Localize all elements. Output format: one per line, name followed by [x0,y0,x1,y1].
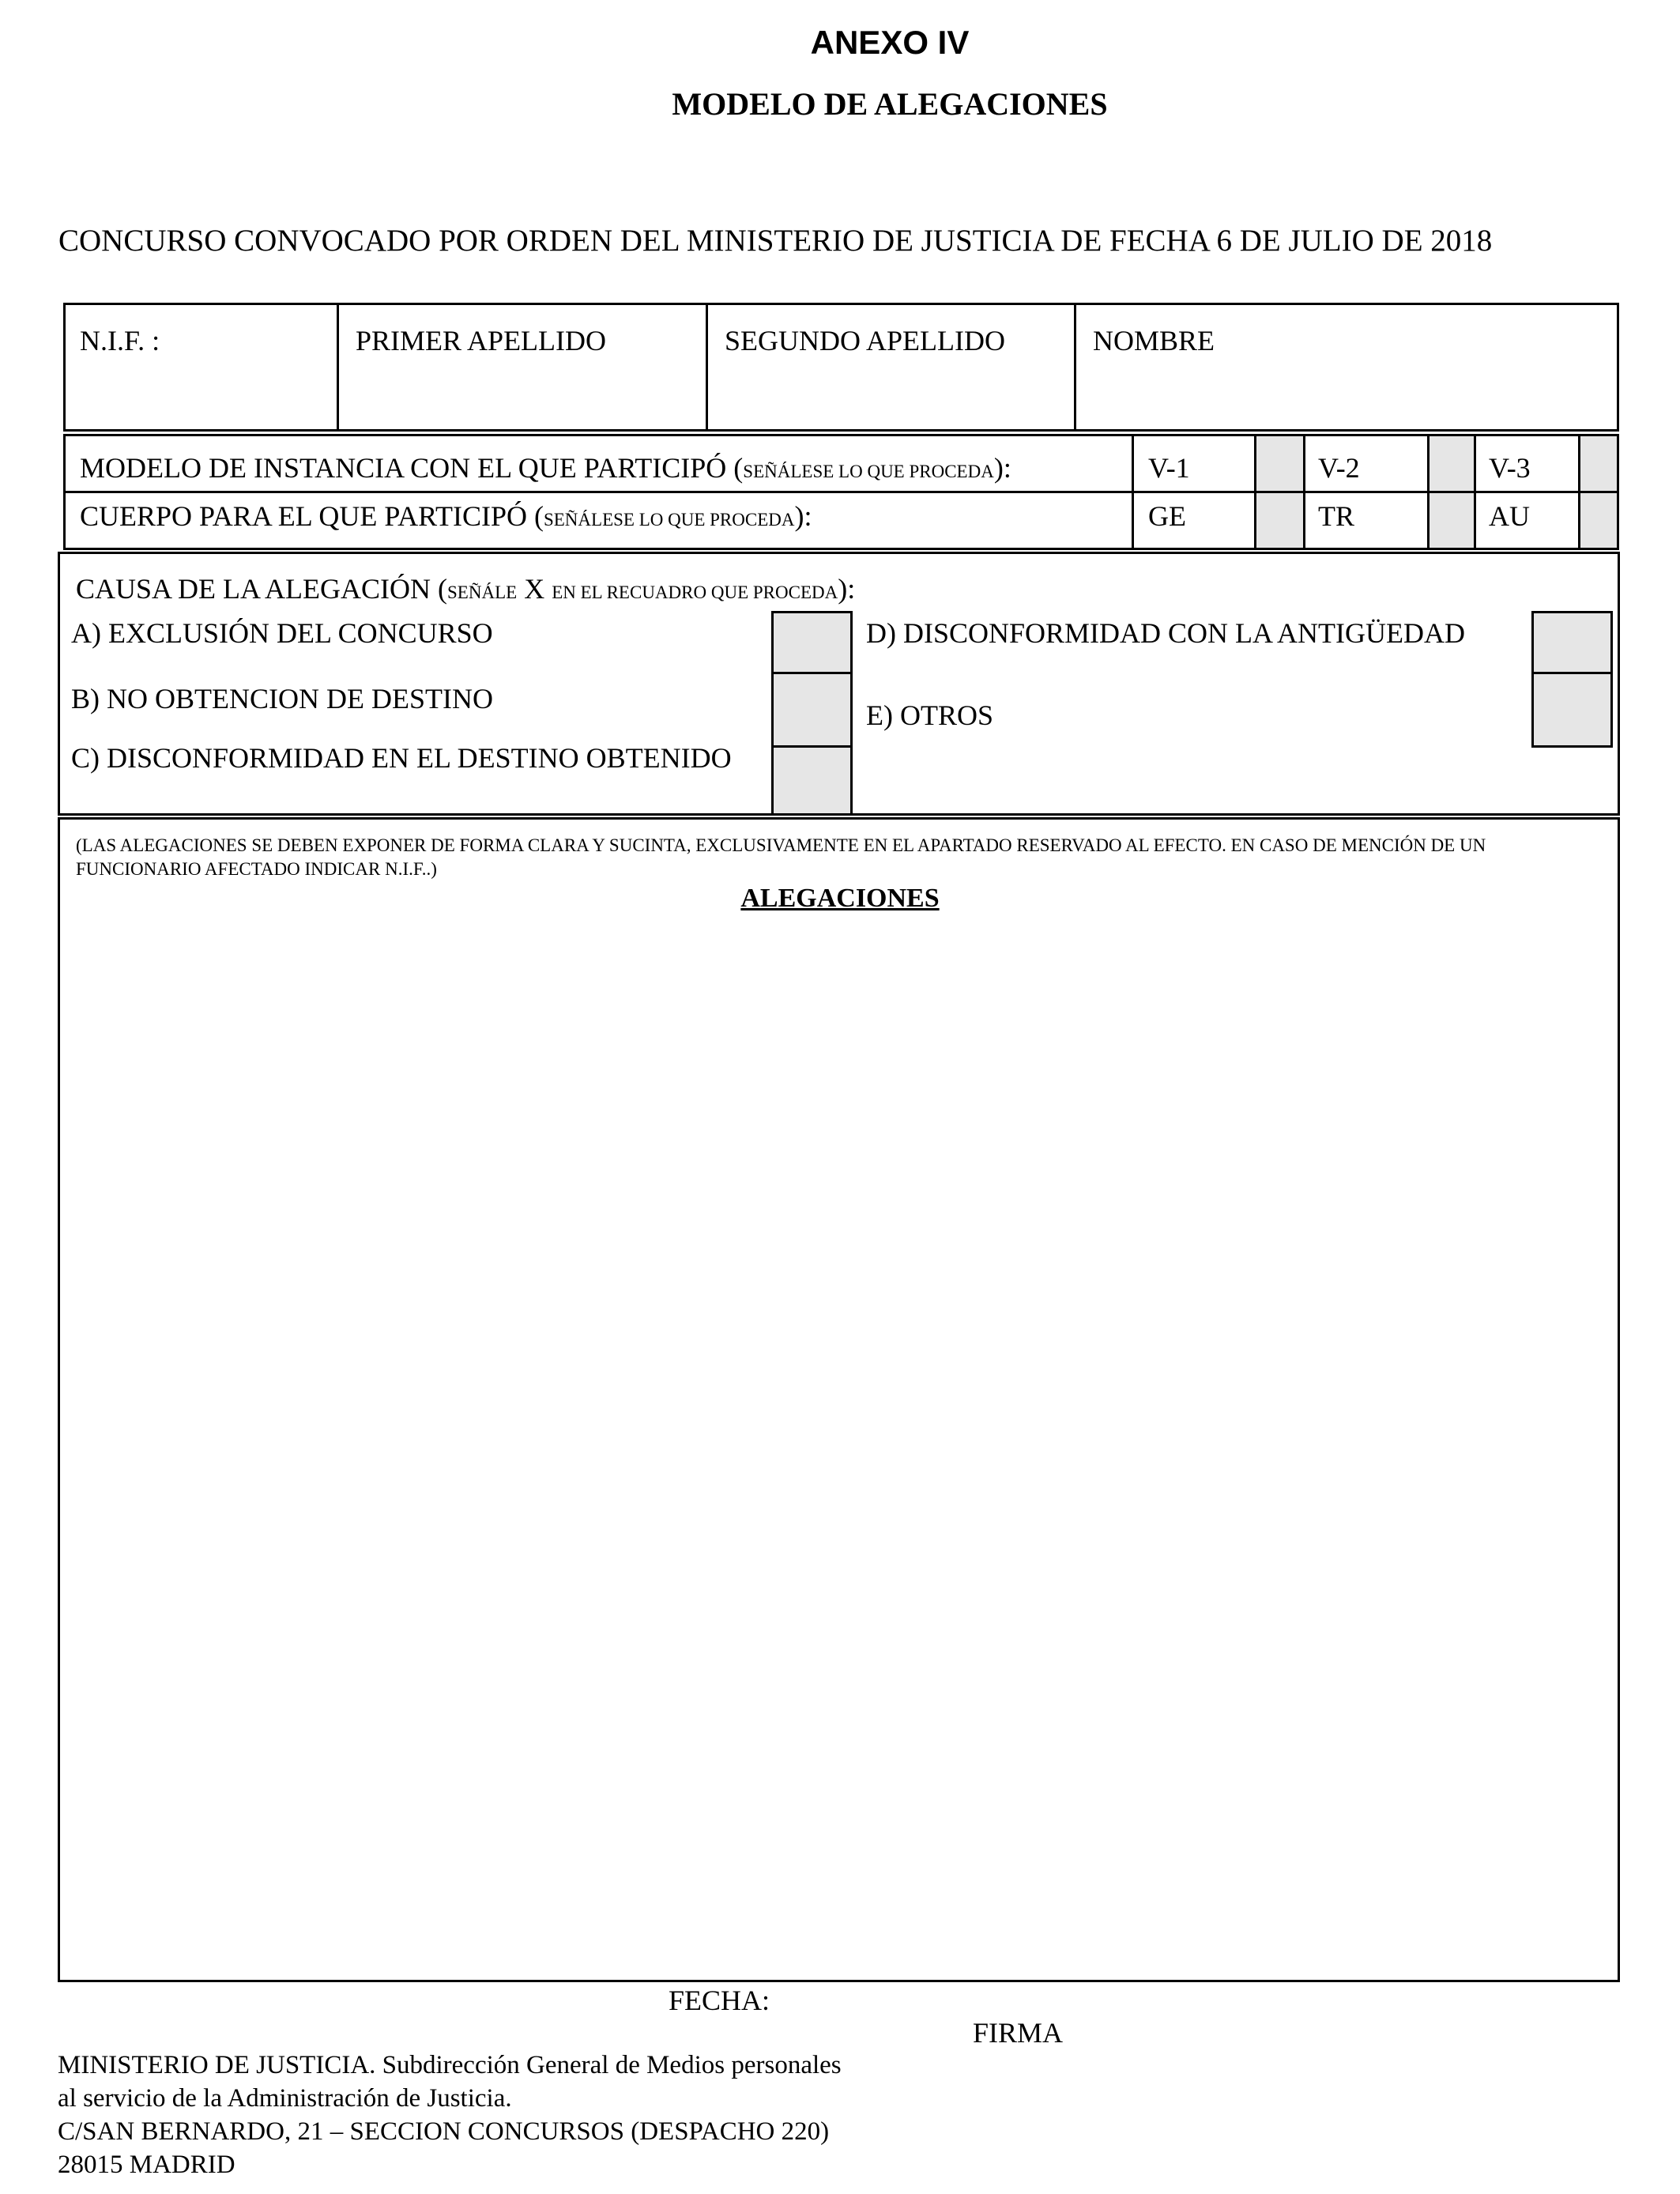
tr-checkbox[interactable] [1430,493,1474,548]
name-field[interactable]: NOMBRE [1093,325,1215,356]
cause-label: CAUSA DE LA ALEGACIÓN (SEÑÁLE X EN EL RECUADRO QUE PROCEDA): [76,573,856,605]
annex-title: ANEXO IV [810,24,970,61]
address-line: al servicio de la Administración de Justicia. [58,2084,512,2113]
option-v1-label: V-1 [1148,452,1190,484]
date-field[interactable]: FECHA: [669,1985,770,2016]
cause-e-checkbox[interactable] [1531,672,1613,748]
address-line: MINISTERIO DE JUSTICIA. Subdirección General de Medios personales [58,2051,842,2079]
cause-b-checkbox[interactable] [771,672,853,748]
cause-a-label: A) EXCLUSIÓN DEL CONCURSO [71,617,493,649]
nif-field[interactable]: N.I.F. : [80,325,160,356]
v1-checkbox[interactable] [1256,436,1303,491]
cause-c-label: C) DISCONFORMIDAD EN EL DESTINO OBTENIDO [71,742,732,774]
ge-checkbox[interactable] [1256,493,1303,548]
ministry-address [58,2049,842,2181]
option-au-label: AU [1489,500,1530,532]
option-ge-label: GE [1148,500,1186,532]
option-v2-label: V-2 [1318,452,1360,484]
cause-d-label: D) DISCONFORMIDAD CON LA ANTIGÜEDAD [866,617,1466,649]
model-row-label: MODELO DE INSTANCIA CON EL QUE PARTICIPÓ (SEÑÁLESE LO QUE PROCEDA): [80,452,1011,484]
option-tr-label: TR [1318,500,1355,532]
document-title: MODELO DE ALEGACIONES [672,86,1108,122]
allegations-note: (LAS ALEGACIONES SE DEBEN EXPONER DE FORMA CLARA Y SUCINTA, EXCLUSIVAMENTE EN EL APARTADO RESERVADO AL EFECTO. EN CASO DE MENCIÓN DE UN FUNCIONARIO AFECTADO INDICAR N.I.F..) [76,835,1486,879]
cause-d-checkbox[interactable] [1531,611,1613,674]
address-line: C/SAN BERNARDO, 21 – SECCION CONCURSOS (DESPACHO 220) [58,2117,830,2146]
contest-heading: CONCURSO CONVOCADO POR ORDEN DEL MINISTERIO DE JUSTICIA DE FECHA 6 DE JULIO DE 2018 [58,224,1493,258]
cause-b-label: B) NO OBTENCION DE DESTINO [71,683,493,714]
personal-data-table [63,303,1619,432]
second-surname-field[interactable]: SEGUNDO APELLIDO [725,325,1005,356]
v3-checkbox[interactable] [1580,436,1617,491]
signature-field[interactable]: FIRMA [973,2017,1064,2049]
option-v3-label: V-3 [1489,452,1531,484]
v2-checkbox[interactable] [1430,436,1474,491]
allegations-box[interactable] [58,817,1620,1982]
cause-a-checkbox[interactable] [771,611,853,674]
address-line: 28015 MADRID [58,2151,235,2179]
cause-c-checkbox[interactable] [771,745,853,816]
cause-e-label: E) OTROS [866,699,993,731]
au-checkbox[interactable] [1580,493,1617,548]
body-row-label: CUERPO PARA EL QUE PARTICIPÓ (SEÑÁLESE LO QUE PROCEDA): [80,500,812,532]
allegations-title: ALEGACIONES [740,884,940,913]
first-surname-field[interactable]: PRIMER APELLIDO [356,325,607,356]
